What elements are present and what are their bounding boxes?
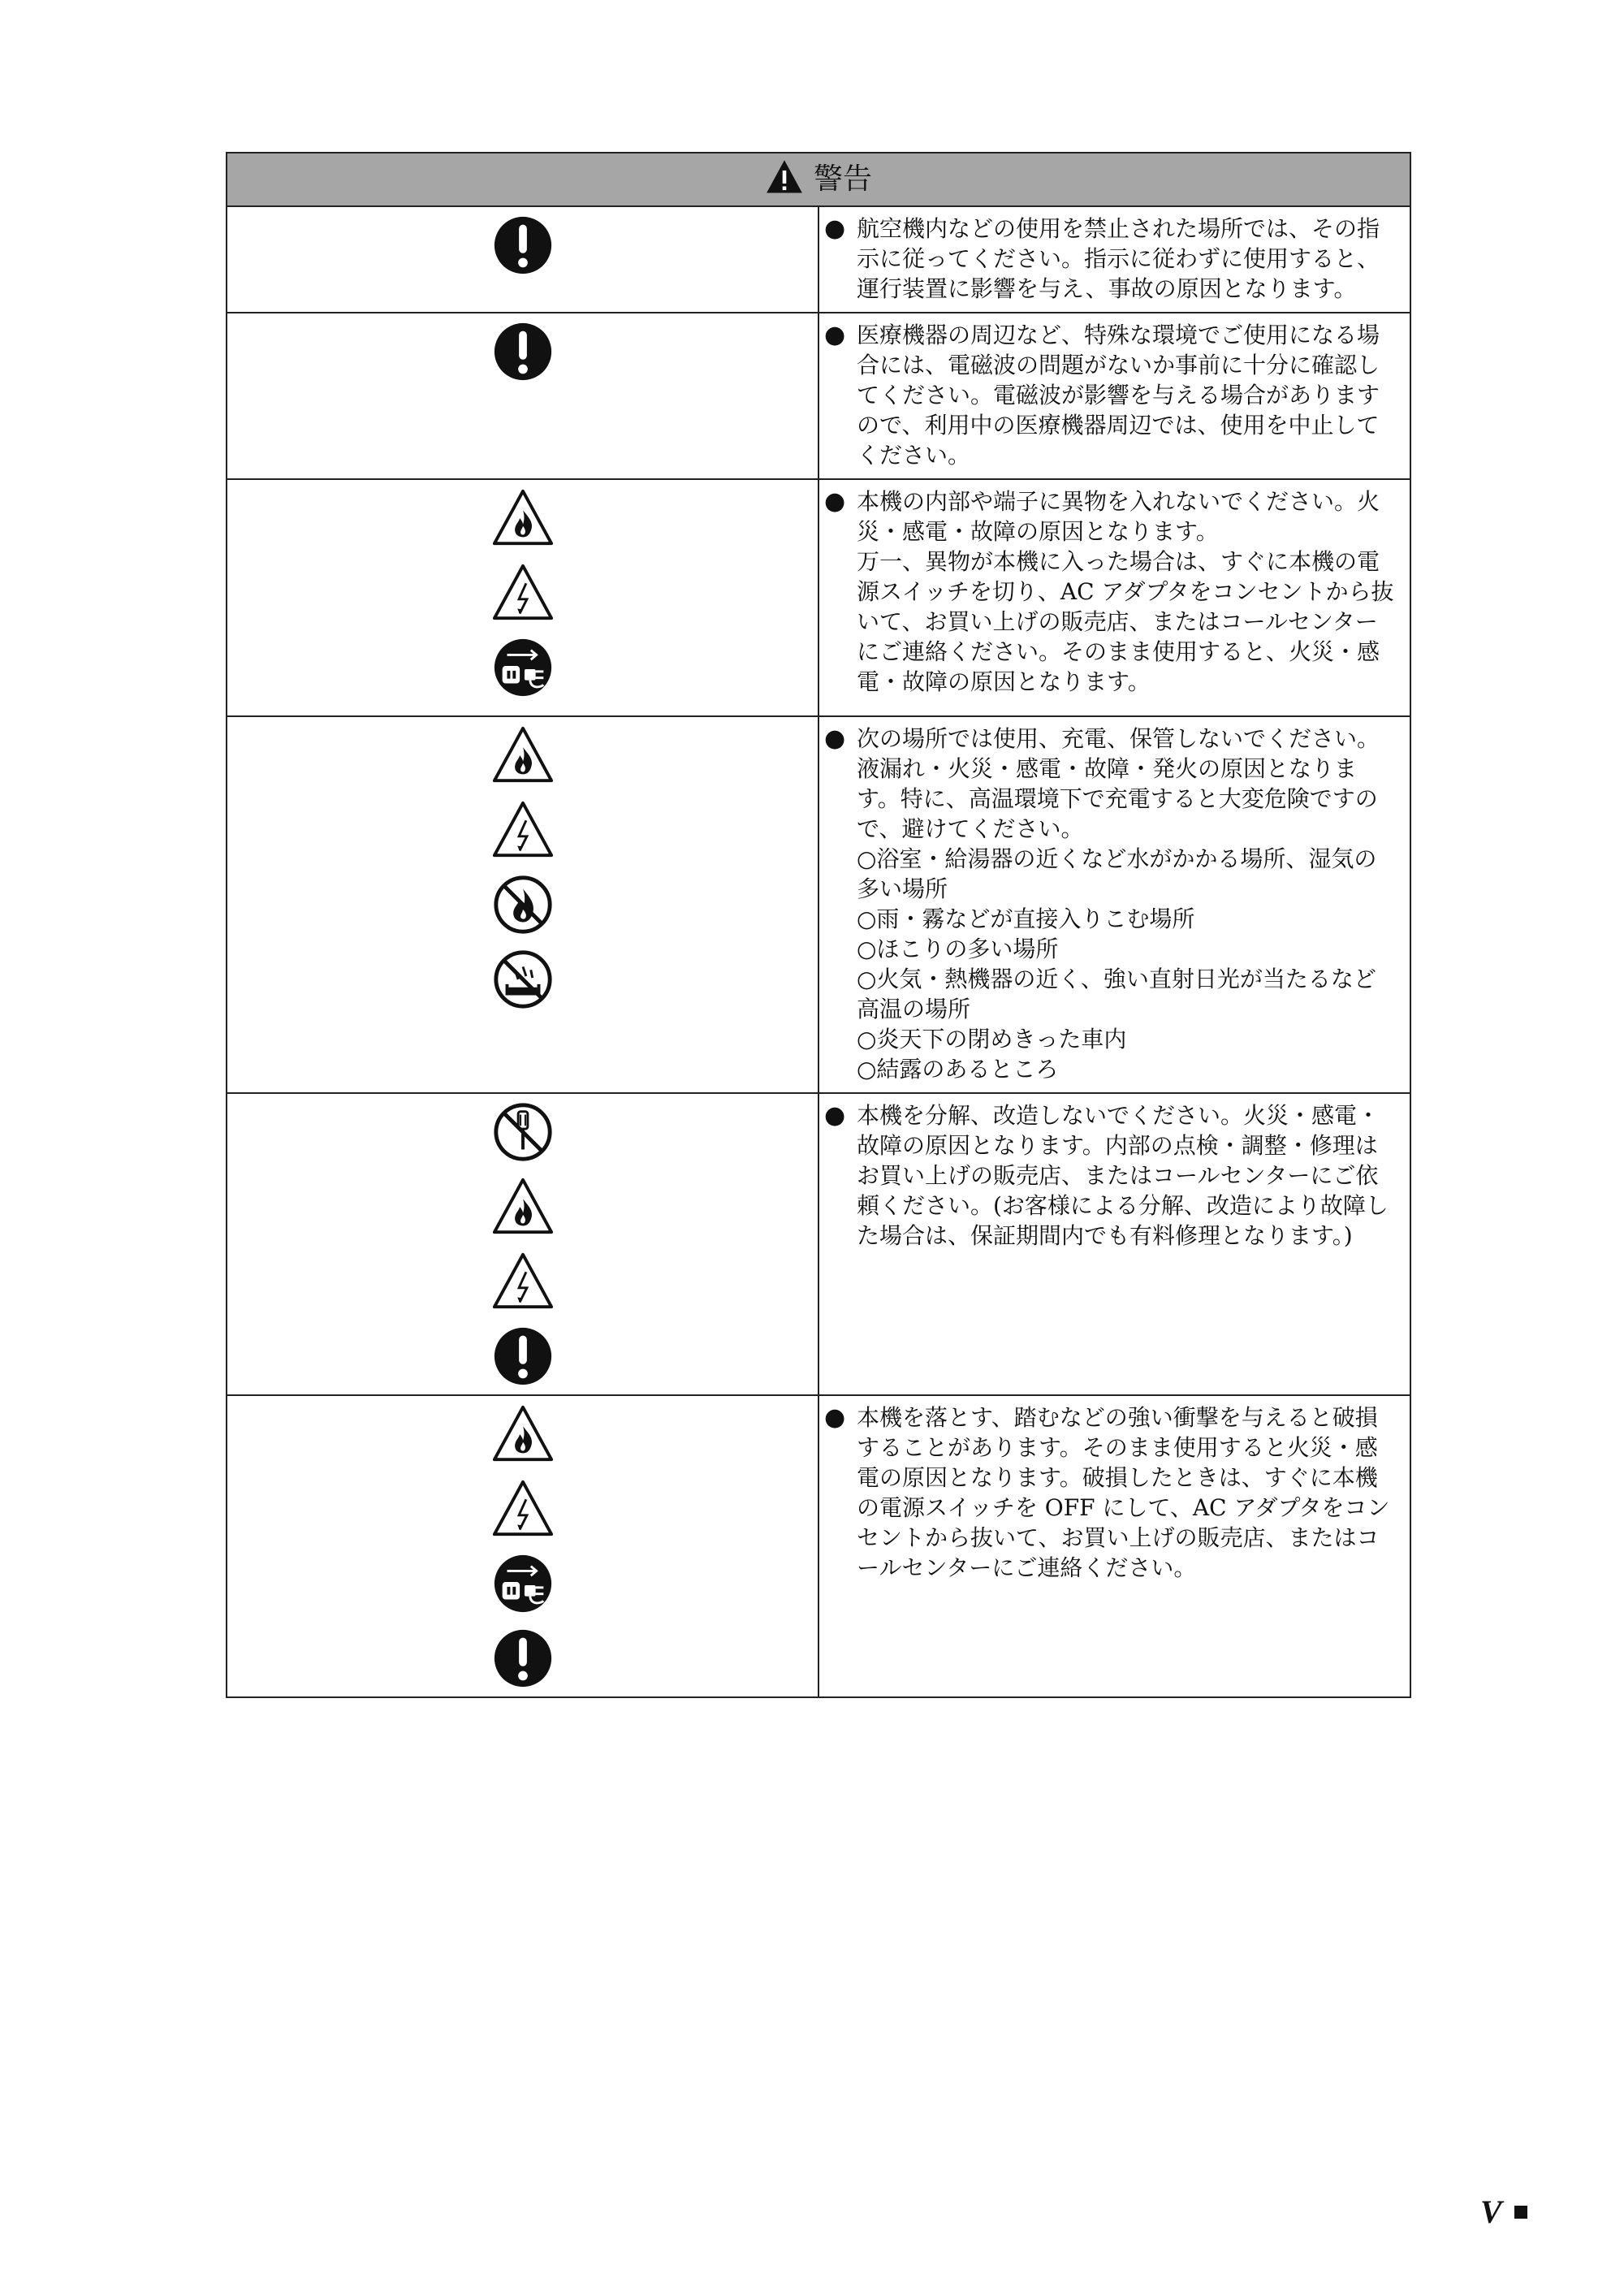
no-fire-icon <box>490 873 555 936</box>
warning-text: 万一、異物が本機に入った場合は、すぐに本機の電源スイッチを切り、AC アダプタをコンセントから抜いて、お買い上げの販売店、またはコールセンターにご連絡ください。そのまま使用すると、火災・感電・故障の原因となります。 <box>857 548 1394 695</box>
mandatory-icon <box>490 320 555 383</box>
warning-row <box>227 1093 1410 1395</box>
bullet: ● <box>824 1403 846 1432</box>
mandatory-icon <box>490 1325 555 1388</box>
sub-item: ○ほこりの多い場所 <box>857 936 1059 962</box>
bullet: ● <box>824 724 846 753</box>
warning-row <box>227 206 1410 313</box>
electric-shock-icon <box>490 561 555 625</box>
caution-triangle-icon <box>765 158 804 196</box>
warning-row <box>227 716 1410 1093</box>
bullet: ● <box>824 214 846 243</box>
page-number: V <box>1480 2193 1502 2230</box>
text-cell <box>818 313 1410 479</box>
warning-text: 本機を落とす、踏むなどの強い衝撃を与えると破損することがあります。そのまま使用すると火災・感電の原因となります。破損したときは、すぐに本機の電源スイッチを OFF にして、AC アダプタをコンセントから抜いて、お買い上げの販売店、またはコールセンターにご連絡ください。 <box>857 1404 1390 1581</box>
no-disassembly-icon <box>490 1100 555 1164</box>
mandatory-icon <box>490 214 555 277</box>
electric-shock-icon <box>490 798 555 862</box>
mandatory-icon <box>490 1627 555 1690</box>
warning-text: 航空機内などの使用を禁止された場所では、その指示に従ってください。指示に従わずに使用すると、運行装置に影響を与え、事故の原因となります。 <box>857 215 1380 302</box>
warning-table <box>226 152 1411 1698</box>
icon-cell <box>227 206 818 313</box>
warning-row <box>227 313 1410 479</box>
bullet: ● <box>824 1101 846 1130</box>
bullet: ● <box>824 487 846 516</box>
icon-cell <box>227 716 818 1093</box>
text-cell <box>818 206 1410 313</box>
sub-item: ○炎天下の閉めきった車内 <box>857 1026 1127 1052</box>
electric-shock-icon <box>490 1477 555 1541</box>
no-water-icon <box>490 948 555 1011</box>
unplug-icon <box>490 1552 555 1615</box>
sub-item: ○結露のあるところ <box>857 1056 1059 1083</box>
electric-shock-icon <box>490 1250 555 1313</box>
icon-cell <box>227 313 818 479</box>
warning-text: 医療機器の周辺など、特殊な環境でご使用になる場合には、電磁波の問題がないか事前に十分に確認してください。電磁波が影響を与える場合がありますので、利用中の医療機器周辺では、使用を中止してください。 <box>857 322 1380 469</box>
fire-warning-icon <box>490 486 555 550</box>
warning-title: 警告 <box>813 162 872 197</box>
text-cell <box>818 716 1410 1093</box>
fire-warning-icon <box>490 1402 555 1466</box>
icon-cell <box>227 479 818 716</box>
sub-item: ○雨・霧などが直接入りこむ場所 <box>857 905 1195 932</box>
warning-text: 本機の内部や端子に異物を入れないでください。火災・感電・故障の原因となります。 <box>857 488 1380 545</box>
sub-item: ○浴室・給湯器の近くなど水がかかる場所、湿気の多い場所 <box>857 845 1377 902</box>
unplug-icon <box>490 636 555 699</box>
text-cell <box>818 1093 1410 1395</box>
warning-row <box>227 1395 1410 1697</box>
sub-item: ○火気・熱機器の近く、強い直射日光が当たるなど高温の場所 <box>857 966 1376 1022</box>
icon-cell <box>227 1093 818 1395</box>
warning-text: 本機を分解、改造しないでください。火災・感電・故障の原因となります。内部の点検・調整・修理はお買い上げの販売店、またはコールセンターにご依頼ください。(お客様による分解、改造により故障した場合は、保証期間内でも有料修理となります。) <box>857 1102 1389 1249</box>
fire-warning-icon <box>490 724 555 787</box>
fire-warning-icon <box>490 1175 555 1238</box>
page-marker-square <box>1514 2206 1527 2219</box>
warning-header <box>227 153 1410 206</box>
text-cell <box>818 479 1410 716</box>
warning-text: 次の場所では使用、充電、保管しないでください。液漏れ・火災・感電・故障・発火の原因となります。特に、高温環境下で充電すると大変危険ですので、避けてください。 <box>857 725 1380 842</box>
text-cell <box>818 1395 1410 1697</box>
warning-row <box>227 479 1410 716</box>
icon-cell <box>227 1395 818 1697</box>
bullet: ● <box>824 321 846 349</box>
